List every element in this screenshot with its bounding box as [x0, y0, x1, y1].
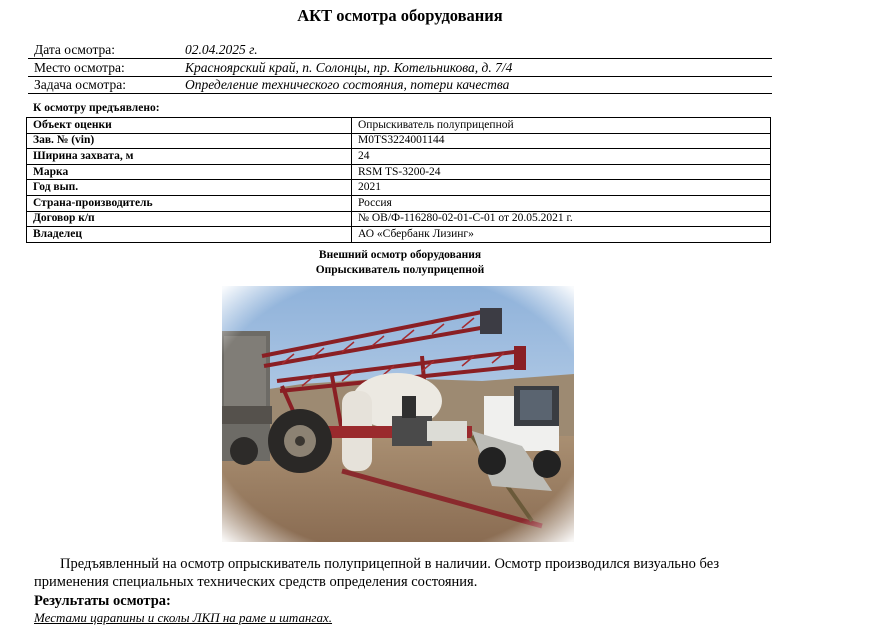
- table-row: [27, 180, 771, 196]
- inspection-task-value: Определение технического состояния, потери качества: [185, 77, 510, 92]
- table-row: [27, 227, 771, 243]
- equipment-key: Владелец: [27, 227, 352, 243]
- table-row: [27, 149, 771, 165]
- table-row: [27, 133, 771, 149]
- equipment-value: 24: [352, 149, 771, 165]
- inspection-task-label: Задача осмотра:: [34, 77, 126, 92]
- table-row: [27, 118, 771, 134]
- equipment-value: Опрыскиватель полуприцепной: [352, 118, 771, 134]
- equipment-value: АО «Сбербанк Лизинг»: [352, 227, 771, 243]
- equipment-key: Ширина захвата, м: [27, 149, 352, 165]
- equipment-value: M0TS3224001144: [352, 133, 771, 149]
- equipment-key: Договор к/п: [27, 211, 352, 227]
- equipment-value: RSM TS-3200-24: [352, 164, 771, 180]
- equipment-key: Объект оценки: [27, 118, 352, 134]
- equipment-table: [26, 117, 771, 243]
- equipment-key: Год вып.: [27, 180, 352, 196]
- inspection-place-value: Красноярский край, п. Солонцы, пр. Котельникова, д. 7/4: [185, 60, 513, 75]
- inspection-description: Предъявленный на осмотр опрыскиватель полуприцепной в наличии. Осмотр производился визуально без применения специальных технических средств определения состояния.: [34, 556, 720, 590]
- presented-label: К осмотру предъявлено:: [33, 102, 160, 114]
- equipment-value: Россия: [352, 195, 771, 211]
- inspection-place-row: [28, 59, 772, 77]
- sprayer-photo: [222, 286, 574, 542]
- document-title: АКТ осмотра оборудования: [297, 6, 503, 25]
- inspection-date-label: Дата осмотра:: [34, 42, 116, 57]
- equipment-key: Страна-производитель: [27, 195, 352, 211]
- table-row: [27, 195, 771, 211]
- inspection-date-row: [28, 41, 772, 59]
- inspection-place-label: Место осмотра:: [34, 60, 125, 75]
- external-inspection-heading: Внешний осмотр оборудования: [318, 249, 482, 261]
- inspection-task-row: [28, 76, 772, 94]
- equipment-value: 2021: [352, 180, 771, 196]
- equipment-value: № ОВ/Ф-116280-02-01-С-01 от 20.05.2021 г.: [352, 211, 771, 227]
- equipment-key: Зав. № (vin): [27, 133, 352, 149]
- equipment-key: Марка: [27, 164, 352, 180]
- results-text: Местами царапины и сколы ЛКП на раме и штангах.: [34, 610, 333, 625]
- table-row: [27, 211, 771, 227]
- external-inspection-subheading: Опрыскиватель полуприцепной: [315, 264, 485, 276]
- table-row: [27, 164, 771, 180]
- inspection-date-value: 02.04.2025 г.: [185, 42, 258, 57]
- results-label: Результаты осмотра:: [34, 593, 171, 609]
